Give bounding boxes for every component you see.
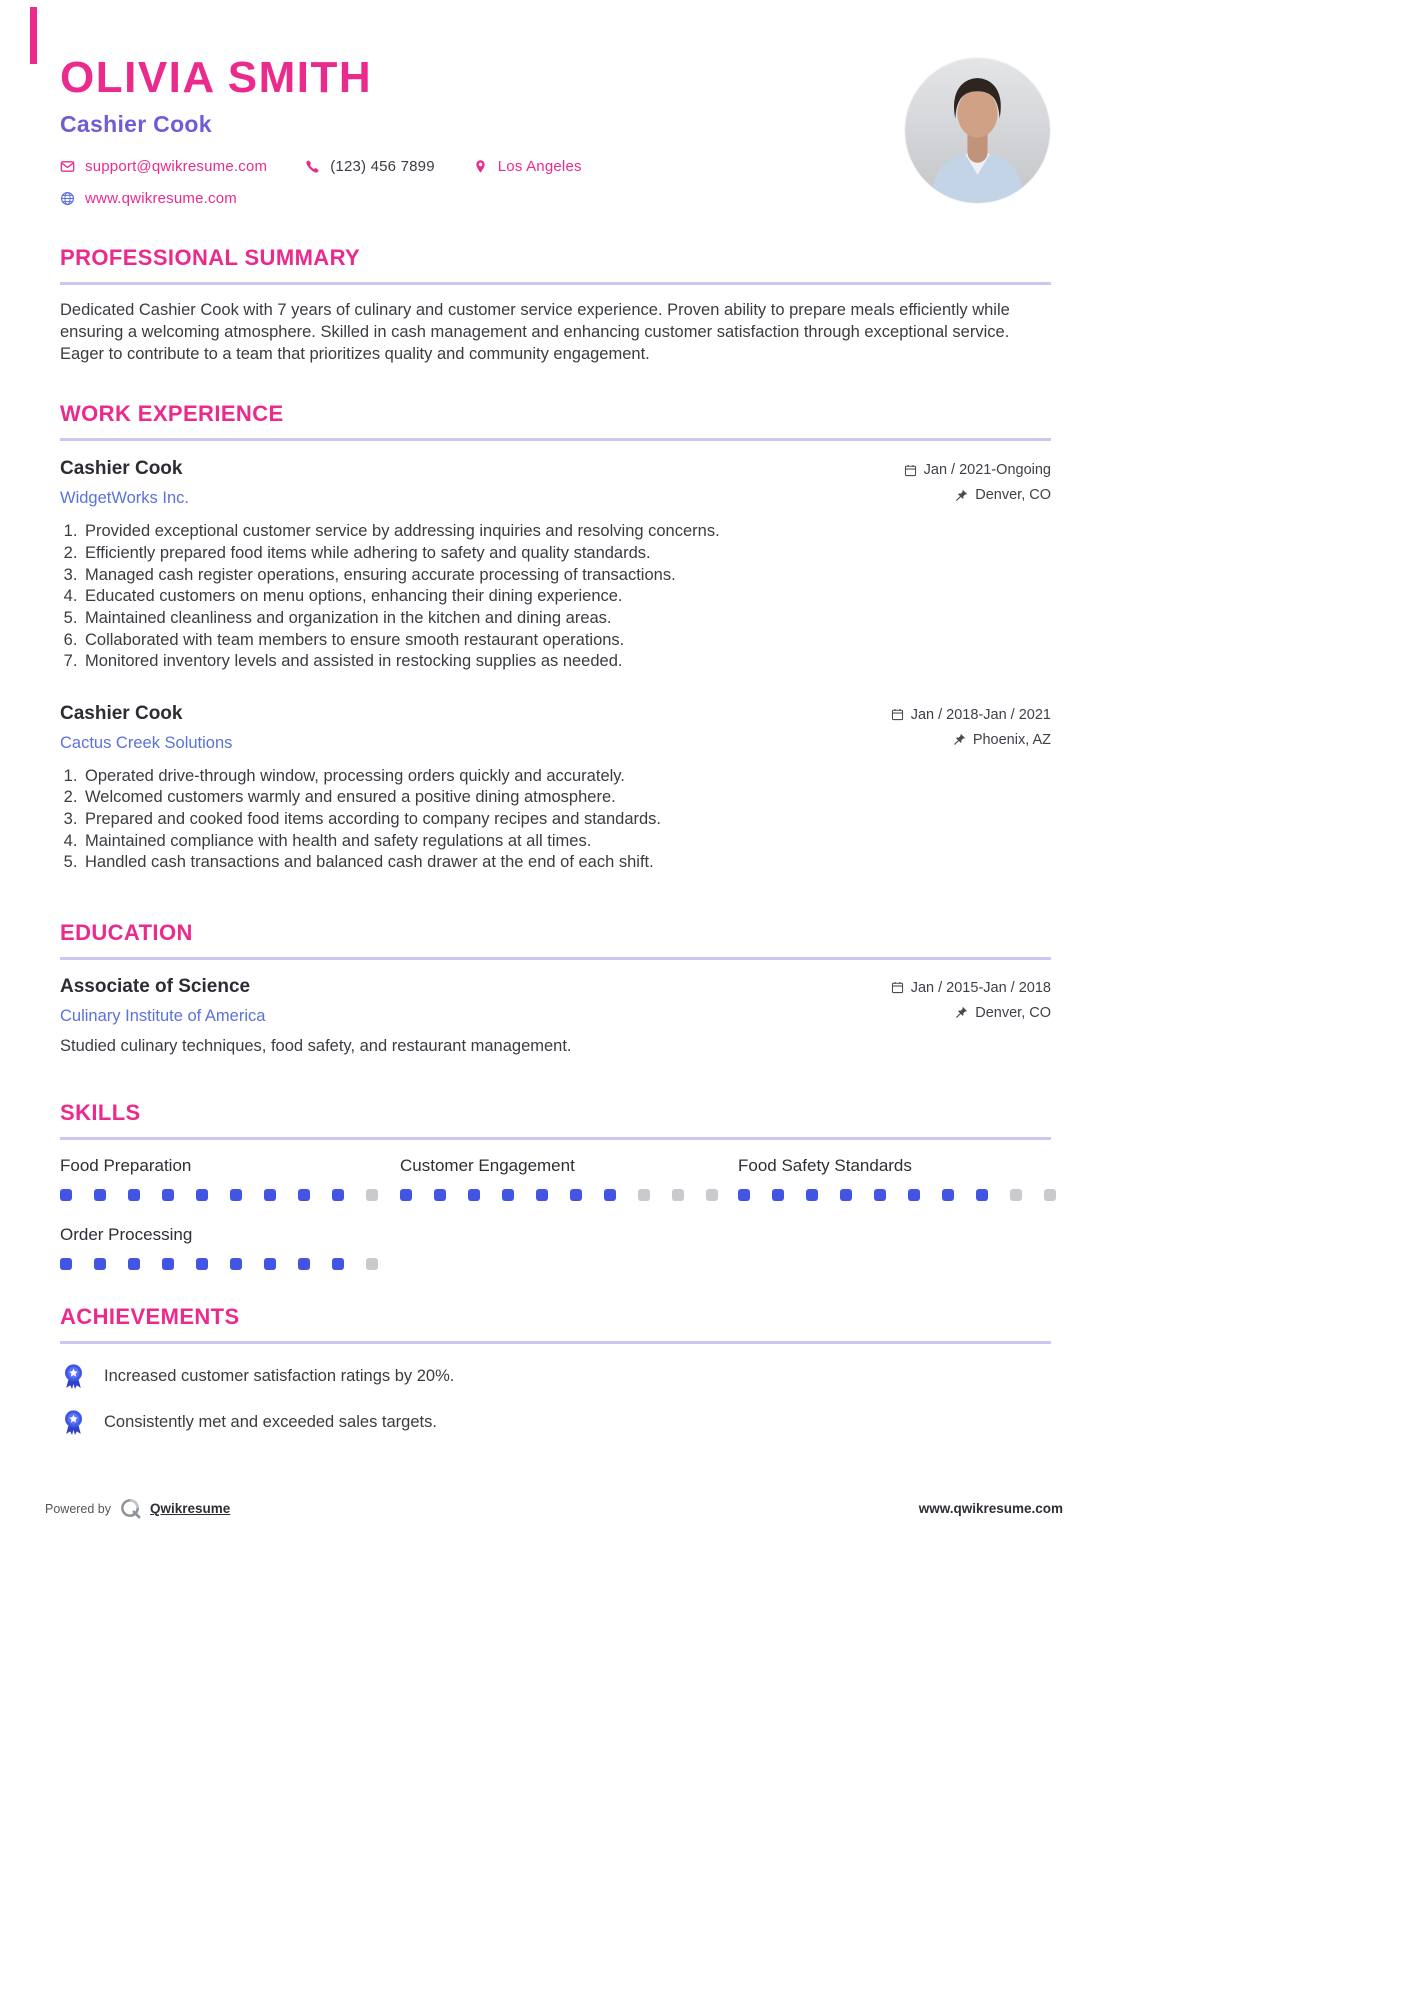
skill-level-dots [738, 1189, 1056, 1201]
calendar-icon [891, 981, 904, 994]
skill-dot-filled [94, 1258, 106, 1270]
skill-level-dots [60, 1258, 400, 1270]
email-contact [60, 158, 267, 175]
job-entry [60, 458, 1051, 672]
job-bullet: 6. Collaborated with team members to ensure smooth restaurant operations. [82, 630, 1051, 652]
skill-dot-filled [264, 1258, 276, 1270]
summary-text: Dedicated Cashier Cook with 7 years of culinary and customer service experience. Proven ability to prepare meals efficiently while ensuring a welcoming atmosphere. Skilled in cash management and enhancing customer satisfaction through exceptional service. Eager to contribute to a team that prioritizes quality and community engagement. [60, 301, 1010, 363]
job-list [60, 458, 1051, 873]
degree-title: Associate of Science [60, 975, 251, 997]
pushpin-icon [953, 733, 966, 746]
skill-dot-filled [840, 1189, 852, 1201]
job-bullets [60, 766, 1051, 874]
job-title: Cashier Cook [60, 458, 183, 480]
job-dates-line [904, 462, 1051, 478]
achievement-list [60, 1363, 1051, 1436]
location-contact [473, 158, 582, 175]
powered-by-label: Powered by [45, 1501, 112, 1516]
job-location-line [955, 487, 1051, 503]
skill-dot-empty [706, 1189, 718, 1201]
skill-dot-filled [196, 1189, 208, 1201]
profile-photo [905, 58, 1050, 203]
job-company-link[interactable]: Cactus Creek Solutions [60, 733, 233, 752]
summary-section [60, 245, 1051, 365]
skill-dot-filled [162, 1258, 174, 1270]
skills-section [60, 1100, 1051, 1270]
skill-dot-filled [128, 1189, 140, 1201]
job-bullet: 4. Maintained compliance with health and safety regulations at all times. [82, 831, 1051, 853]
achievement-item [60, 1363, 1051, 1390]
phone-icon [305, 159, 320, 174]
skills-grid [60, 1156, 1051, 1270]
skill-dot-filled [942, 1189, 954, 1201]
footer [45, 1497, 1063, 1520]
achievement-text: Consistently met and exceeded sales targets. [104, 1412, 437, 1431]
achievement-text: Increased customer satisfaction ratings by 20%. [104, 1366, 455, 1385]
candidate-job-title: Cashier Cook [60, 111, 212, 138]
job-bullet: 7. Monitored inventory levels and assisted in restocking supplies as needed. [82, 651, 1051, 673]
skill-name: Food Safety Standards [738, 1155, 912, 1175]
skill-dot-filled [264, 1189, 276, 1201]
skill-dot-filled [400, 1189, 412, 1201]
resume-header [60, 0, 1051, 207]
skill-dot-filled [536, 1189, 548, 1201]
skill-dot-filled [162, 1189, 174, 1201]
education-dates-line [891, 980, 1051, 996]
calendar-icon [904, 464, 917, 477]
skill-dot-filled [332, 1189, 344, 1201]
skill-dot-filled [60, 1258, 72, 1270]
skill-dot-filled [434, 1189, 446, 1201]
job-location: Phoenix, AZ [972, 731, 1051, 748]
email-link[interactable]: support@qwikresume.com [85, 158, 268, 176]
skill-dot-filled [60, 1189, 72, 1201]
skill-dot-filled [298, 1258, 310, 1270]
skill-dot-filled [332, 1258, 344, 1270]
job-dates: Jan / 2018-Jan / 2021 [910, 706, 1051, 723]
job-bullet: 2. Welcomed customers warmly and ensured a positive dining atmosphere. [82, 787, 1051, 809]
website-link[interactable]: www.qwikresume.com [85, 190, 237, 208]
job-bullet: 1. Provided exceptional customer service by addressing inquiries and resolving concerns. [82, 521, 1051, 543]
skill-dot-filled [604, 1189, 616, 1201]
phone-number: (123) 456 7899 [330, 158, 435, 176]
skill-dot-filled [94, 1189, 106, 1201]
skill-dot-filled [230, 1189, 242, 1201]
qwikresume-link[interactable]: Qwikresume [150, 1501, 231, 1516]
skill-item [60, 1225, 400, 1270]
globe-icon [60, 191, 75, 206]
skill-dot-filled [570, 1189, 582, 1201]
phone-contact [305, 158, 435, 175]
map-pin-icon [473, 159, 488, 174]
skill-name: Customer Engagement [400, 1155, 575, 1175]
accent-bar [30, 7, 37, 64]
skill-dot-empty [366, 1258, 378, 1270]
location-text: Los Angeles [497, 158, 582, 176]
footer-website-link[interactable]: www.qwikresume.com [918, 1501, 1063, 1516]
job-entry [60, 703, 1051, 874]
achievements-section [60, 1304, 1051, 1436]
skill-dot-filled [502, 1189, 514, 1201]
job-dates: Jan / 2021-Ongoing [923, 462, 1051, 479]
school-name[interactable]: Culinary Institute of America [60, 1006, 266, 1025]
education-location-line [955, 1005, 1051, 1021]
job-bullet: 2. Efficiently prepared food items while adhering to safety and quality standards. [82, 543, 1051, 565]
education-heading: EDUCATION [60, 920, 1051, 960]
candidate-name: OLIVIA SMITH [60, 53, 373, 102]
experience-heading: WORK EXPERIENCE [60, 401, 1051, 441]
website-contact [60, 190, 237, 207]
experience-section [60, 401, 1051, 873]
skill-dot-filled [772, 1189, 784, 1201]
job-bullet: 1. Operated drive-through window, processing orders quickly and accurately. [82, 766, 1051, 788]
skill-dot-filled [874, 1189, 886, 1201]
education-dates: Jan / 2015-Jan / 2018 [910, 979, 1051, 996]
education-description: Studied culinary techniques, food safety, and restaurant management. [60, 1036, 572, 1055]
education-location: Denver, CO [975, 1004, 1051, 1021]
skill-dot-empty [672, 1189, 684, 1201]
skill-level-dots [400, 1189, 738, 1201]
job-bullet: 3. Managed cash register operations, ensuring accurate processing of transactions. [82, 565, 1051, 587]
skill-dot-empty [638, 1189, 650, 1201]
skill-name: Food Preparation [60, 1155, 192, 1175]
contact-row-secondary [60, 190, 1051, 207]
skill-item [400, 1156, 738, 1201]
skill-dot-filled [230, 1258, 242, 1270]
skill-dot-filled [128, 1258, 140, 1270]
footer-branding [45, 1497, 230, 1520]
qwikresume-logo-icon [119, 1497, 142, 1520]
profile-photo-image [905, 58, 1050, 203]
contact-row-primary [60, 158, 1051, 175]
skill-dot-filled [908, 1189, 920, 1201]
skill-dot-filled [976, 1189, 988, 1201]
job-bullet: 5. Handled cash transactions and balanced cash drawer at the end of each shift. [82, 852, 1051, 874]
skill-item [738, 1156, 1056, 1201]
education-entry [60, 976, 1051, 1056]
envelope-icon [60, 159, 75, 174]
skill-item [60, 1156, 400, 1201]
job-company-link[interactable]: WidgetWorks Inc. [60, 489, 189, 508]
pushpin-icon [955, 1006, 968, 1019]
skill-level-dots [60, 1189, 400, 1201]
calendar-icon [891, 708, 904, 721]
job-title: Cashier Cook [60, 702, 183, 724]
skill-dot-filled [806, 1189, 818, 1201]
achievements-heading: ACHIEVEMENTS [60, 1304, 1051, 1344]
job-bullets [60, 521, 1051, 672]
job-bullet: 3. Prepared and cooked food items according to company recipes and standards. [82, 809, 1051, 831]
skill-dot-empty [1044, 1189, 1056, 1201]
skill-name: Order Processing [60, 1224, 193, 1244]
job-location: Denver, CO [975, 487, 1051, 504]
job-bullet: 5. Maintained cleanliness and organization in the kitchen and dining areas. [82, 608, 1051, 630]
award-badge-icon [60, 1409, 87, 1436]
job-bullet: 4. Educated customers on menu options, enhancing their dining experience. [82, 586, 1051, 608]
achievement-item [60, 1409, 1051, 1436]
job-dates-line [891, 707, 1051, 723]
skill-dot-filled [738, 1189, 750, 1201]
award-badge-icon [60, 1363, 87, 1390]
skills-heading: SKILLS [60, 1100, 1051, 1140]
pushpin-icon [955, 489, 968, 502]
skill-dot-filled [468, 1189, 480, 1201]
skill-dot-filled [196, 1258, 208, 1270]
skill-dot-empty [1010, 1189, 1022, 1201]
summary-heading: PROFESSIONAL SUMMARY [60, 245, 1051, 285]
skill-dot-empty [366, 1189, 378, 1201]
skill-dot-filled [298, 1189, 310, 1201]
job-location-line [953, 732, 1051, 748]
education-section [60, 920, 1051, 1056]
